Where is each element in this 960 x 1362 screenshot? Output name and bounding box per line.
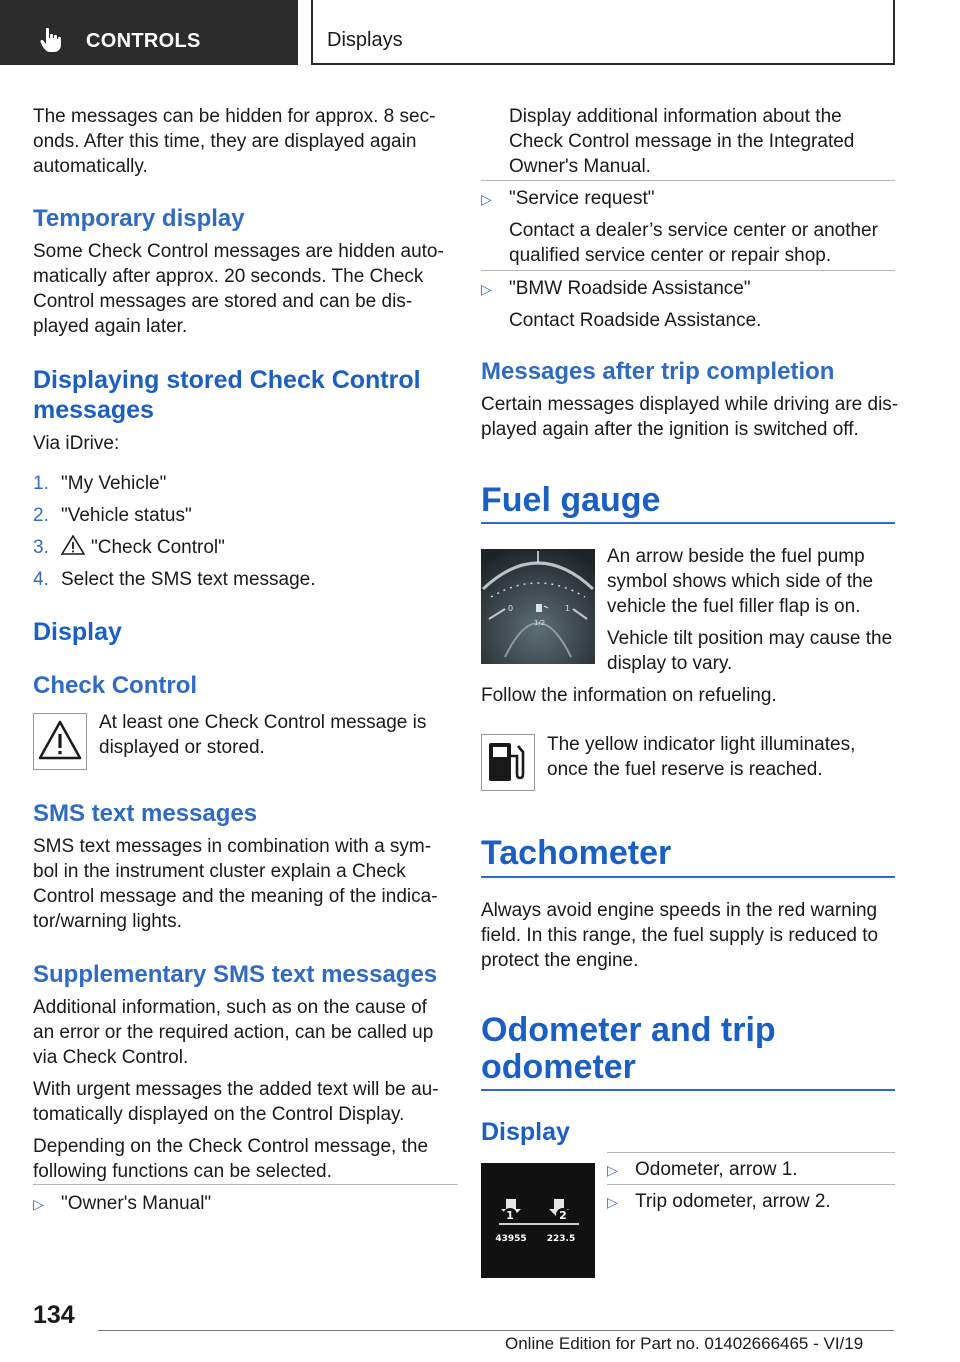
temporary-display-heading: Temporary display — [33, 205, 245, 232]
trip-value: 223.5 — [546, 1234, 576, 1244]
roadside-text: Contact Roadside Assistance. — [509, 310, 762, 331]
after-trip-text: Certain messages displayed while driving are dis- played again after the ignition is switched off. — [481, 394, 899, 440]
warning-triangle-icon — [61, 535, 85, 555]
idrive-steps — [33, 471, 453, 592]
edition-text: Online Edition for Part no. 01402666465 - VI/19 — [505, 1334, 864, 1353]
odometer-display-image — [481, 1163, 595, 1278]
divider — [607, 1184, 895, 1185]
temporary-display-text: Some Check Control messages are hidden auto- matically after approx. 20 seconds. The Check Control messages are stored and can be dis- played again later. — [33, 241, 444, 337]
check-control-text: At least one Check Control message is displayed or stored. — [99, 712, 427, 758]
intro-paragraph: The messages can be hidden for approx. 8 sec- onds. After this time, they are displayed again automatically. — [33, 106, 436, 177]
sms-heading: SMS text messages — [33, 800, 258, 827]
bullet-triangle-icon: ▷ — [481, 191, 492, 207]
subsection-label: Displays — [327, 29, 403, 51]
fuel-indicator-text: The yellow indicator light illuminates, once the fuel reserve is reached. — [547, 734, 856, 780]
arrow-2-label: 2 — [559, 1209, 567, 1222]
service-request-text: Contact a dealer’s service center or another qualified service center or repair shop. — [509, 220, 878, 266]
odometer-heading: Odometer and trip odometer — [481, 1011, 776, 1086]
tachometer-text: Always avoid engine speeds in the red warning field. In this range, the fuel supply is reduced to protect the engine. — [481, 900, 879, 971]
bullet-owners-manual: ▷ "Owner's Manual" — [33, 1191, 458, 1217]
supplementary-text: Additional information, such as on the cause of an error or the required action, can be called up via Check Control. With urgent messages the added text will be au- tomatically displayed on the Control Display. Depending on the Check Control message, the following functions can be selected. — [33, 997, 439, 1182]
check-control-heading: Check Control — [33, 672, 198, 699]
bullet-odometer: ▷ Odometer, arrow 1. — [607, 1157, 897, 1183]
section-tab[interactable] — [0, 0, 298, 65]
fuel-gauge-image — [481, 549, 595, 664]
sms-text: SMS text messages in combination with a sym- bol in the instrument cluster explain a Check Control message and the meaning of the indica- tor/warning lights. — [33, 836, 438, 932]
divider — [607, 1152, 895, 1153]
bullet-roadside: ▷ "BMW Roadside Assistance" — [481, 276, 895, 302]
gauge-tick-full: 1 — [565, 604, 571, 613]
heading-rule — [481, 1089, 895, 1091]
supplementary-heading: Supplementary SMS text messages — [33, 961, 438, 988]
check-control-warning-icon — [33, 713, 87, 770]
odometer-display-heading: Display — [481, 1118, 570, 1146]
divider — [33, 1184, 458, 1185]
list-item: 2. "Vehicle status" — [33, 505, 192, 526]
arrow-1-label: 1 — [506, 1209, 514, 1222]
bullet-trip-odometer: ▷ Trip odometer, arrow 2. — [607, 1189, 897, 1215]
section-label: CONTROLS — [86, 30, 201, 52]
bullet-triangle-icon: ▷ — [33, 1196, 44, 1212]
gauge-tick-half: 1/2 — [534, 619, 546, 627]
bullet-triangle-icon: ▷ — [607, 1162, 618, 1178]
display-heading: Display — [33, 618, 122, 646]
list-item: 1. "My Vehicle" — [33, 473, 167, 494]
gauge-tick-empty: 0 — [508, 604, 514, 613]
refueling-text: Follow the information on refueling. — [481, 685, 777, 706]
footer-rule — [98, 1330, 894, 1331]
bullet-triangle-icon: ▷ — [607, 1194, 618, 1210]
via-idrive: Via iDrive: — [33, 433, 120, 454]
fuel-pump-icon — [481, 734, 535, 791]
after-trip-heading: Messages after trip completion — [481, 358, 835, 385]
divider — [481, 180, 895, 181]
fuel-gauge-heading: Fuel gauge — [481, 481, 661, 519]
hand-pointer-icon — [40, 27, 64, 53]
owners-manual-continued: Display additional information about the Check Control message in the Integrated Owner's Manual. — [509, 106, 855, 177]
fuel-gauge-text: An arrow beside the fuel pump symbol shows which side of the vehicle the fuel filler flap is on. Vehicle tilt position may cause the display to vary. — [607, 546, 893, 674]
heading-rule — [481, 876, 895, 878]
bullet-triangle-icon: ▷ — [481, 281, 492, 297]
odometer-value: 43955 — [495, 1234, 527, 1244]
divider — [481, 270, 895, 271]
bullet-service-request: ▷ "Service request" — [481, 186, 895, 212]
list-item: 4. Select the SMS text message. — [33, 569, 316, 590]
subsection-tab[interactable] — [311, 0, 895, 65]
list-item: 3. "Check Control" — [33, 537, 225, 558]
stored-messages-heading: Displaying stored Check Control messages — [33, 366, 421, 424]
tachometer-heading: Tachometer — [481, 834, 672, 872]
heading-rule — [481, 522, 895, 524]
page-number: 134 — [33, 1301, 75, 1329]
